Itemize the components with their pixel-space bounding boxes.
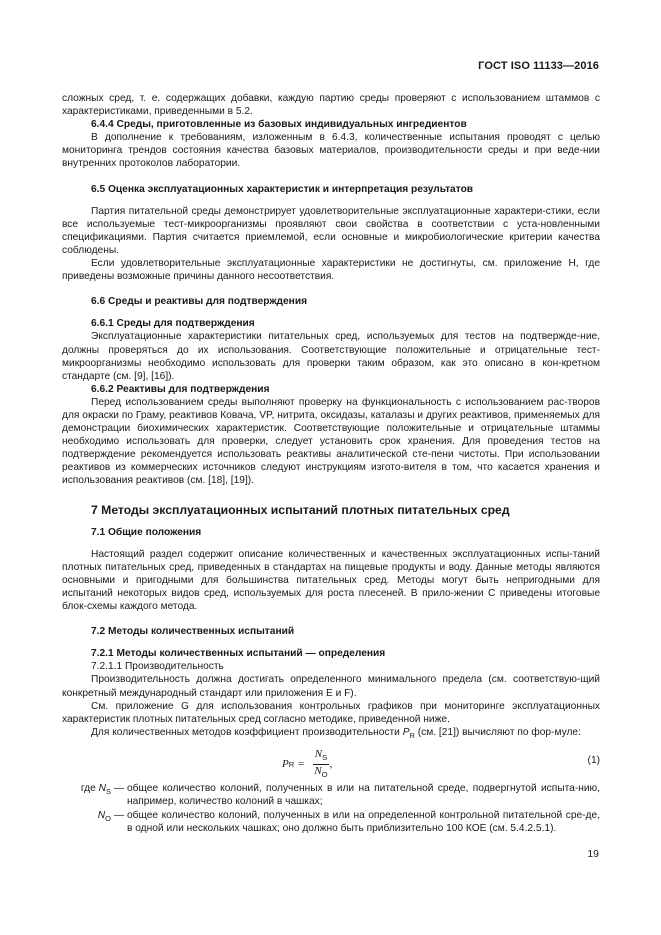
paragraph: Перед использованием среды выполняют проверку на функциональность с использованием рас-творов для окраски по Граму, реактивов Ковача, VP, нитрита, оксидазы, каталазы и других реактивов, применяемых для демонстрации биохимических характеристик. Соответствующие положительные и отрицательные штаммы необходимо использовать для проверки, следует установить срок хранения. Для проведения тестов на подтверждение рекомендуется использовать реактивы аналитической сте-пени чистоты. При использовании реактивов из коммерческих источников следуют инструкциям изгото-вителя в том, что касается хранения и использования реактивов (см. [18], [19]). (62, 396, 600, 487)
formula-lhs-sub: R (288, 760, 295, 770)
chapter-heading-7: 7 Методы эксплуатационных испытаний плотных питательных сред (91, 502, 510, 517)
definition-sub: S (105, 787, 111, 796)
paragraph-formula-intro (62, 726, 600, 742)
definition-symbol: N (97, 810, 106, 822)
definition-ns (62, 782, 600, 808)
subsection-heading-6-6-1: 6.6.1 Среды для подтверждения (91, 318, 255, 330)
denominator-sub: O (321, 770, 328, 780)
paragraph: Настоящий раздел содержит описание количественных и качественных эксплуатационных испы-таний плотных питательных сред, приведенных в стандартах на пищевые продукты и воду. Данные методы являются основными и пригодными для большинства питательных сред. Методы могут быть непригодными для испытаний некоторых видов сред, используемых для роста плесеней. В прило-жении С приведены итоговые блок-схемы каждого метода. (62, 548, 600, 613)
definition-no (62, 809, 600, 835)
paragraph: Эксплуатационные характеристики питательных сред, используемых для тестов на подтвержде-ние, должны проверяться до их использования. Соответствующие положительные и отрицательные тест-микроорганизмы необходимо использовать для проверки таким образом, как это описано в кон-кретном стандарте (см. [9], [16]). (62, 331, 600, 382)
definition-dash: — (113, 810, 124, 822)
definition-text: общее количество колоний, полученных в или на определенной контрольной питательной сре-де, в одной или нескольких чашках; оно должно быть приблизительно 100 КОЕ (см. 5.4.2.5.1). (127, 810, 600, 835)
section-heading-7-1: 7.1 Общие положения (91, 526, 202, 538)
subsection-heading-6-4-4: 6.4.4 Среды, приготовленные из базовых индивидуальных ингредиентов (91, 119, 467, 131)
formula-equals: = (298, 758, 305, 771)
paragraph: См. приложение G для использования контрольных графиков при мониторинге эксплуатационных характеристик плотных питательных сред согласно методике, приведенной ниже. (62, 700, 600, 725)
numerator-sub: S (322, 753, 328, 763)
section-heading-7-2: 7.2 Методы количественных испытаний (91, 626, 295, 638)
paragraph: Партия питательной среды демонстрирует удовлетворительные эксплуатационные характери-стики, если все используемые тест-микроорганизмы проявляют свои свойства в соответствии с уста-новленными спецификациями. Партия считается приемлемой, если основные и микробиологические критерии качества соблюдены. (62, 205, 600, 256)
formula-comma: , (329, 758, 333, 771)
page-body (62, 92, 600, 835)
definition-dash: — (113, 782, 124, 794)
definition-symbol: N (98, 782, 106, 794)
definition-lead (62, 809, 127, 835)
symbol-p: P (402, 726, 410, 738)
denominator-symbol: N (314, 765, 322, 778)
document-header: ГОСТ ISO 11133—2016 (478, 60, 599, 72)
formula-fraction (312, 748, 329, 781)
definition-lead (62, 782, 127, 808)
clause-7-2-1-1: 7.2.1.1 Производительность (91, 661, 224, 673)
page-number: 19 (587, 848, 599, 860)
formula-1 (62, 744, 600, 778)
formula-intro-text: Для количественных методов коэффициент производительности (91, 726, 400, 738)
definition-text: общее количество колоний, полученных в или на питательной среде, подвергнутой испыта-нию, например, количество колоний в чашках; (127, 782, 600, 808)
formula-intro-tail: (см. [21]) вычисляют по фор-муле: (417, 726, 581, 738)
formula-lhs-symbol: P (282, 758, 289, 771)
paragraph: сложных сред, т. е. содержащих добавки, каждую партию среды проверяют с использованием штаммов с характеристиками, приведенными в 5.2. (62, 93, 600, 118)
subsection-heading-7-2-1: 7.2.1 Методы количественных испытаний — определения (91, 648, 386, 660)
definition-where: где (80, 782, 96, 794)
paragraph: В дополнение к требованиям, изложенным в 6.4.3, количественные испытания проводят с целью мониторинга трендов состояния качества базовых материалов, производительности среды и при веде-нии внутренних протоколов лаборатории. (62, 132, 600, 170)
formula-expression (282, 748, 332, 781)
formula-denominator (312, 765, 329, 781)
formula-number: (1) (587, 754, 600, 766)
definition-sub: O (105, 814, 111, 824)
paragraph: Производительность должна достигать определенного минимального предела (см. соответствую-щий конкретный международный стандарт или приложения Е и F). (62, 674, 600, 699)
section-heading-6-6: 6.6 Среды и реактивы для подтверждения (91, 296, 308, 308)
subsection-heading-6-6-2: 6.6.2 Реактивы для подтверждения (91, 383, 270, 395)
paragraph: Если удовлетворительные эксплуатационные характеристики не достигнуты, см. приложение Н, где приведены возможные причины данного несоответствия. (62, 258, 600, 283)
section-heading-6-5: 6.5 Оценка эксплуатационных характеристик и интерпретация результатов (91, 183, 474, 195)
symbol-sub: R (409, 730, 415, 740)
formula-numerator (313, 748, 329, 765)
numerator-symbol: N (314, 747, 323, 760)
